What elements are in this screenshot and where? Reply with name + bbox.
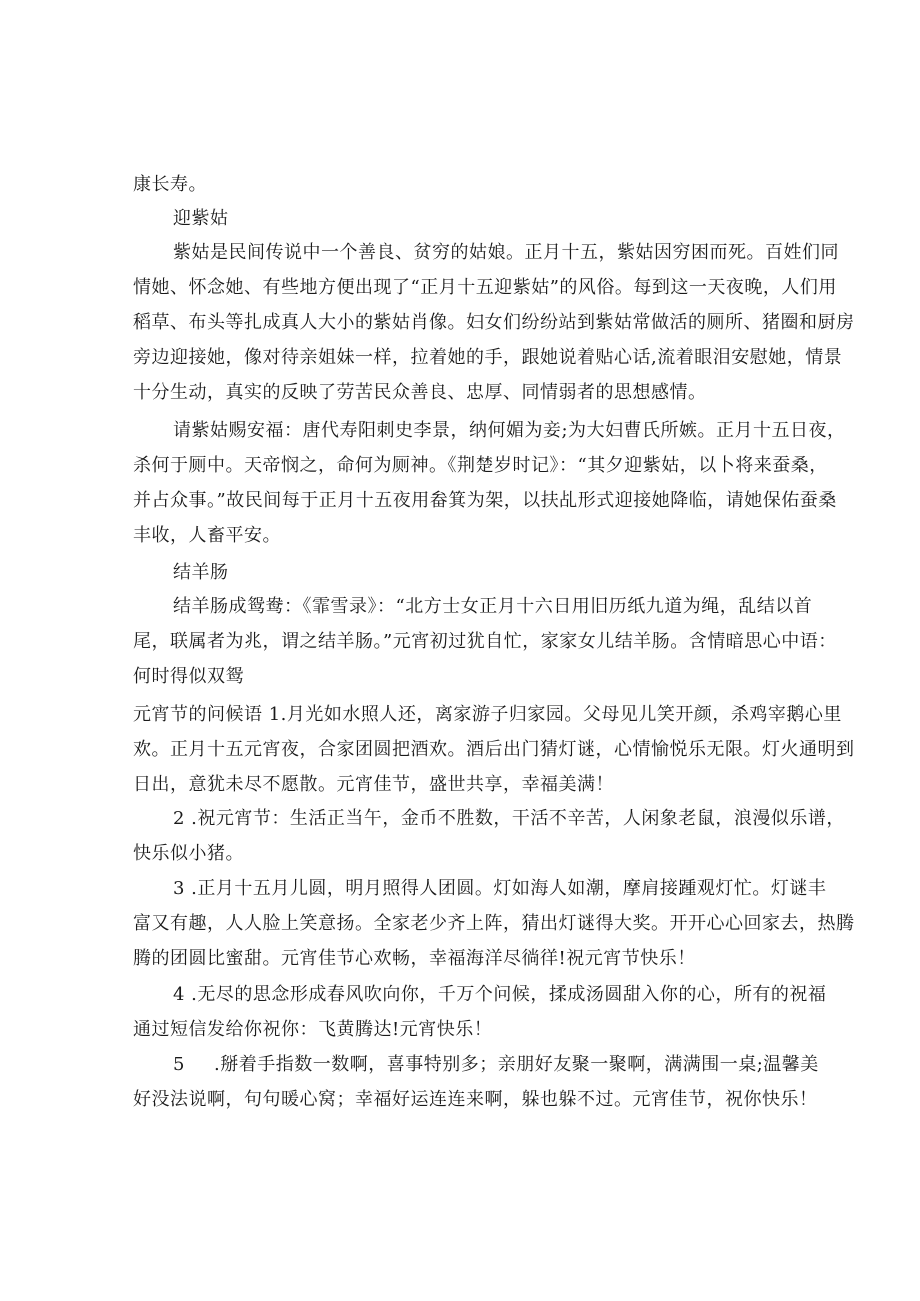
paragraph-line: 欢。正月十五元宵夜，合家团圆把酒欢。酒后出门猜灯谜，心情愉悦乐无限。灯火通明到 — [133, 739, 855, 760]
paragraph-line: 杀何于厕中。天帝悯之，命何为厕神。《荆楚岁时记》：“其夕迎紫姑，以卜将来蚕桑， — [133, 455, 828, 476]
paragraph-line: 并占众事。”故民间每于正月十五夜用畚箕为架，以扶乩形式迎接她降临，请她保佑蚕桑 — [133, 490, 837, 511]
paragraph-line: 通过短信发给你祝你：飞黄腾达!元宵快乐！ — [133, 1019, 493, 1040]
paragraph-line: 富又有趣，人人脸上笑意扬。全家老少齐上阵，猜出灯谜得大奖。开开心心回家去，热腾 — [133, 913, 855, 934]
paragraph-line: 尾，联属者为兆，谓之结羊肠。”元宵初过犹自忙，家家女儿结羊肠。含情暗思心中语： — [133, 631, 837, 652]
paragraph-line: 结羊肠成鸳鸯：《霏雪录》：“北方士女正月十六日用旧历纸九道为绳，乱结以首 — [173, 596, 813, 617]
greeting-item-5 — [133, 1047, 819, 1117]
greetings-intro — [133, 697, 855, 802]
section-heading-yingzigu: 迎紫姑 — [173, 208, 229, 229]
paragraph-line: 旁边迎接她，像对待亲姐妹一样，拉着她的手，跟她说着贴心话,流着眼泪安慰她，情景 — [133, 347, 843, 368]
paragraph-zigu-legend — [133, 235, 855, 410]
paragraph-zigu-blessing — [133, 413, 846, 553]
paragraph-line: 紫姑是民间传说中一个善良、贫穷的姑娘。正月十五，紫姑因穷困而死。百姓们同 — [173, 242, 839, 263]
paragraph-line: 腾的团圆比蜜甜。元宵佳节心欢畅，幸福海洋尽徜徉!祝元宵节快乐！ — [133, 948, 696, 969]
paragraph-line: 好没法说啊，句句暖心窝；幸福好运连连来啊，躲也躲不过。元宵佳节，祝你快乐！ — [133, 1089, 818, 1110]
paragraph-line: 情她、怀念她、有些地方便出现了“正月十五迎紫姑”的风俗。每到这一天夜晚，人们用 — [133, 277, 837, 298]
greeting-item-2 — [133, 801, 845, 871]
paragraph-line: 日出，意犹未尽不愿散。元宵佳节，盛世共享，幸福美满！ — [133, 774, 614, 795]
section-heading-jieyangchang: 结羊肠 — [173, 562, 229, 583]
paragraph-line: 稻草、布头等扎成真人大小的紫姑肖像。妇女们纷纷站到紫姑常做活的厕所、猪圈和厨房 — [133, 312, 855, 333]
paragraph-line: 十分生动，真实的反映了劳苦民众善良、忠厚、同情弱者的思想感情。 — [133, 382, 707, 403]
paragraph-line: 何时得似双鸳 — [133, 666, 244, 687]
paragraph-line: .掰着手指数一数啊，喜事特别多；亲朋好友聚一聚啊，满满围一桌;温馨美 — [214, 1054, 819, 1075]
greeting-item-4 — [133, 977, 827, 1047]
paragraph-line: 请紫姑赐安福：唐代寿阳刺史李景，纳何媚为妾;为大妇曹氏所嫉。正月十五日夜， — [173, 420, 846, 441]
paragraph-line: 快乐似小猪。 — [133, 843, 244, 864]
paragraph-line: 丰收，人畜平安。 — [133, 525, 281, 546]
paragraph-yangchang — [133, 589, 837, 694]
paragraph-line: 2 .祝元宵节：生活正当午，金币不胜数，干活不辛苦，人闲象老鼠，浪漫似乐谱， — [173, 808, 845, 829]
paragraph-line: 3 .正月十五月儿圆，明月照得人团圆。灯如海人如潮，摩肩接踵观灯忙。灯谜丰 — [173, 878, 827, 899]
greeting-item-3 — [133, 871, 855, 976]
paragraph-line: 元宵节的问候语 1.月光如水照人还，离家游子归家园。父母见儿笑开颜，杀鸡宰鹅心里 — [133, 704, 842, 725]
paragraph-line: 4 .无尽的思念形成春风吹向你，千万个问候，揉成汤圆甜入你的心，所有的祝福 — [173, 984, 827, 1005]
continuation-line: 康长寿。 — [133, 174, 207, 195]
greeting-item-5-number: 5 — [173, 1054, 185, 1075]
